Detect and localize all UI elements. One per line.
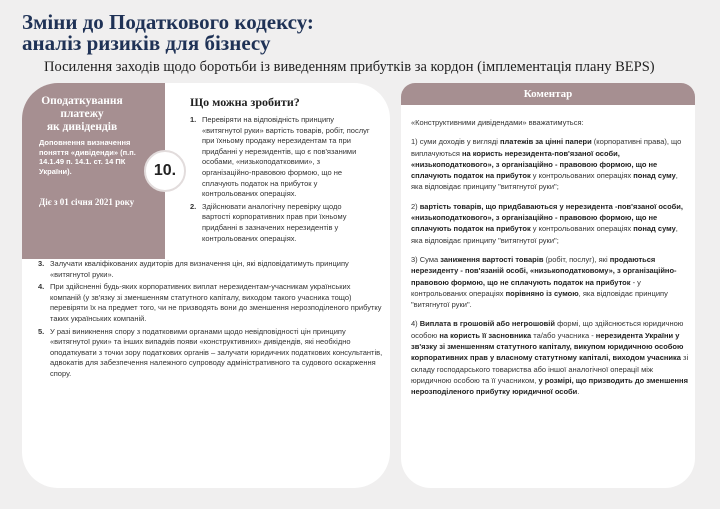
list-item-number: 2. [190,201,197,211]
comment-paragraph-1: 1) суми доходів у вигляді платежів за цінні папери (корпоративні права), що виплачуються на користь нерезидента-пов'язаної особи, «низькоподаткового», з організаційно - правовою формою, що не сплачують податок на прибуток у контрольованих операціях понад суму, яка відповідає принципу "витягнутої руки"; [411,137,682,192]
topic-title-line-1: Оподаткування [41,95,123,107]
comment-body [411,117,689,406]
list-item [38,282,383,324]
topic-card-title [22,95,142,134]
topic-title-line-3: як дивідендів [46,121,118,133]
actions-heading: Що можна зробити? [190,95,300,109]
comment-paragraph-3: 3) Сума заниження вартості товарів (робіт, послуг), які продаються нерезиденту - пов'язаній особі, «низькоподатковому», з організаційно-правовою формою, що не сплачують податок на прибуток - у контрольованих операціях порівняно із сумою, яка відповідає принципу "витягнутої руки". [411,254,677,310]
title-line-2: аналіз ризиків для бізнесу [22,31,271,55]
actions-list-bottom [38,259,383,382]
comment-heading: Коментар [401,83,695,105]
topic-card-note: Доповнення визначення поняття «дивіденди» (п.п. 14.1.49 п. 14.1. ст. 14 ПК України). [39,138,136,176]
list-item-text: Залучати кваліфікованих аудиторів для визначення цін, які відповідатимуть принципу «витягнутої руки». [50,259,349,279]
list-item-text: Здійснювати аналогічну перевірку щодо вартості корпоративних прав при їхньому придбанні в зазначених нерезидентів у контрольованих операціях. [202,201,347,243]
list-item-number: 1. [190,115,197,124]
page-title [22,12,314,54]
effective-date: Діє з 01 січня 2021 року [39,197,135,207]
list-item-number: 5. [38,326,45,336]
list-item [38,327,383,380]
title-line-1: Зміни до Податкового кодексу: [22,10,314,34]
list-item-text: При здійсненні будь-яких корпоративних виплат нерезидентам-учасникам українських компаній (у зв'язку зі зменшенням статутного капіталу, виходом такого учасника тощо) перевіряти їх на предмет того, чи не призводять вони до зменшення нерозподіленого прибутку таких українських компаній. [50,282,382,323]
list-item-number: 4. [38,282,45,292]
list-item [38,259,383,280]
list-item [190,115,370,200]
list-item-number: 3. [38,259,45,268]
page-subtitle: Посилення заходів щодо боротьби із виведенням прибутків за кордон (імплементація плану BEPS) [44,59,655,75]
list-item-text: У разі виникнення спору з податковими органами щодо невідповідності цін принципу «витягнутої руки» та інших випадків появи «конструктивних» дивідендів, які необхідно оподаткувати з точки зору податкових органів – залучати юридичних податкових консультантів, адвокатів для забезпечення належного супроводу адміністративного та судового оскарження спору. [50,326,383,378]
item-number-badge: 10. [144,150,186,192]
comment-intro: «Конструктивними дивідендами» вважатимуться: [411,118,584,127]
list-item [190,202,370,244]
actions-list-top [190,115,370,246]
comment-paragraph-2: 2) вартість товарів, що придбаваються у нерезидента -пов'язаної особи, «низькоподаткового», з організаційно - правовою формою, що не сплачують податок на прибуток у контрольованих операціях понад суму, яка відповідає принципу "витягнутої руки"; [411,201,683,245]
topic-title-line-2: платежу [60,108,104,120]
list-item-text: Перевіряти на відповідність принципу «витягнутої руки» вартість товарів, робіт, послуг при їхньому продажу нерезидентам та при придбанні у нерезидентів, що є пов'язаними особами, «низькоподатковими», з організаційно-правовою формою, що не сплачують податок на прибуток у контрольованих операціях. [202,115,370,199]
comment-paragraph-4: 4) Виплата в грошовій або негрошовій формі, що здійснюється юридичною особою на користь її засновника та/або учасника - нерезидента України у зв'язку зі зменшенням статутного капіталу, викупом юридичною особою корпоративних прав у власному статутному капіталі, виходом учасника зі складу господарського товариства або іншої аналогічної операції між юридичною особою та її учасником, у розмірі, що призводить до зменшення нерозподіленого прибутку юридичної особи. [411,319,689,397]
